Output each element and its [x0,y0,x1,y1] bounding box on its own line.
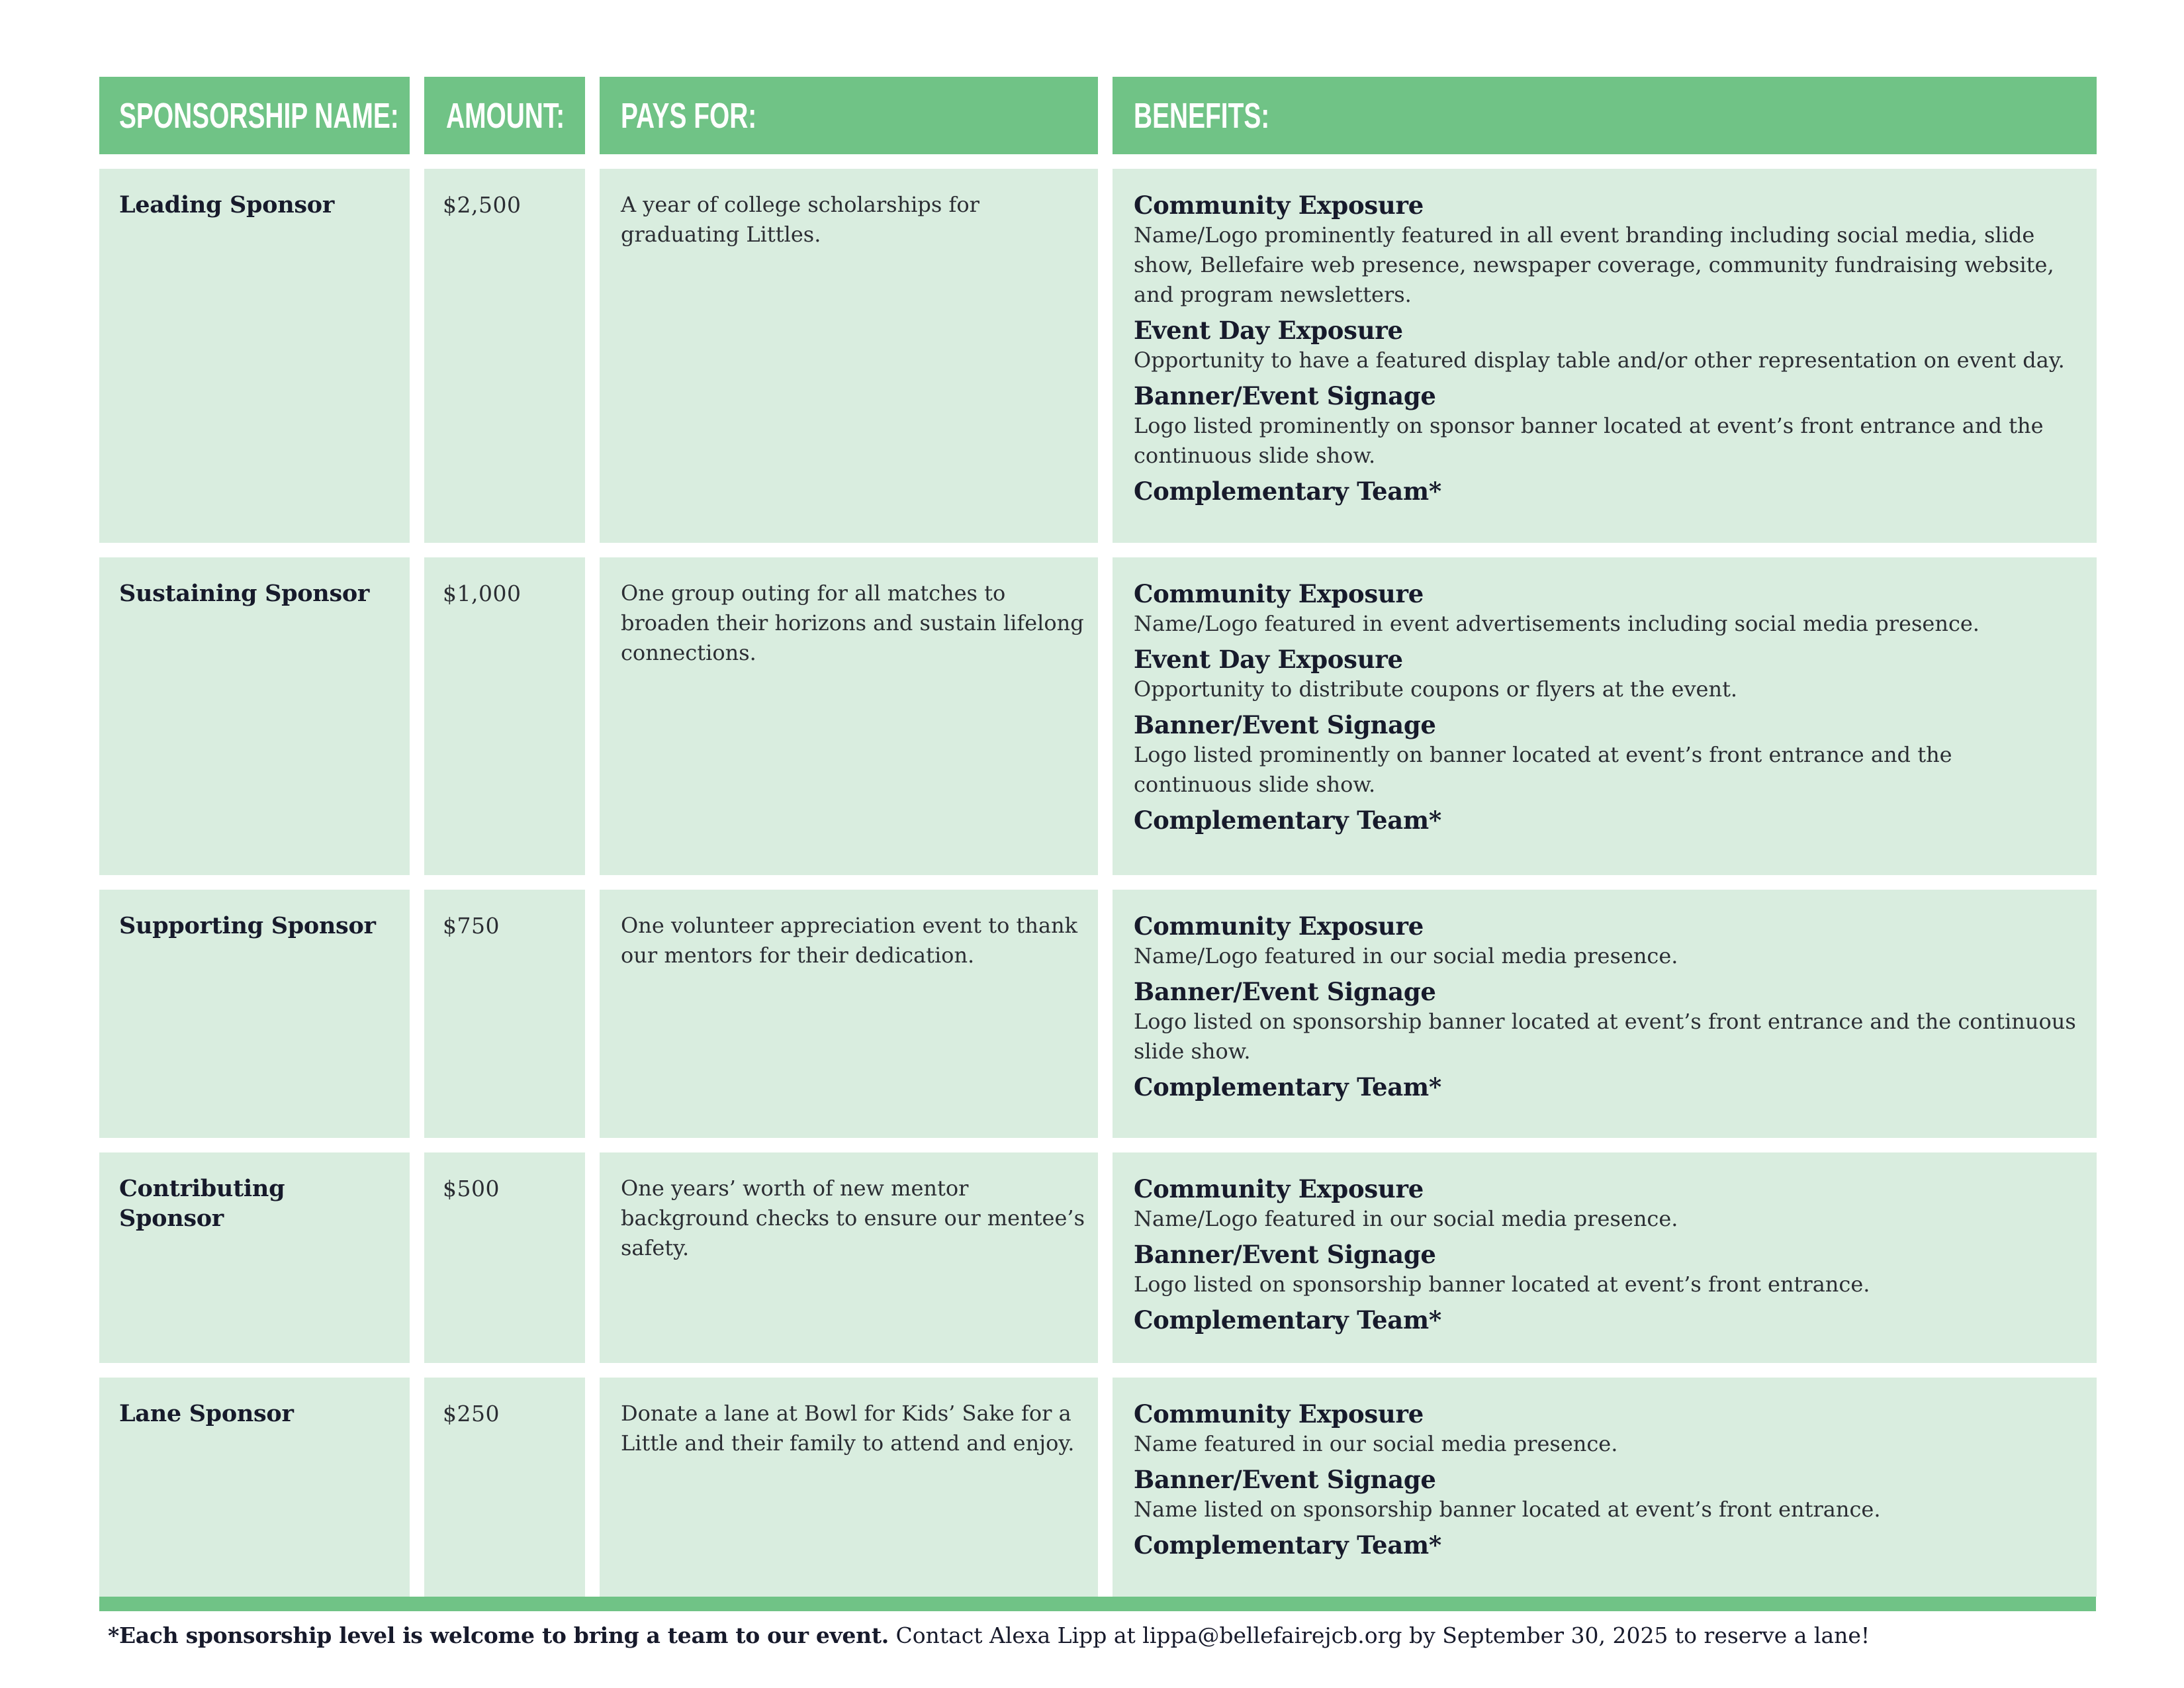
sponsor-name-cell: Sustaining Sponsor [99,557,410,875]
sponsor-name-cell: Supporting Sponsor [99,890,410,1138]
benefit-description: Name featured in our social media presence. [1134,1431,1618,1456]
benefit-title: Community Exposure [1134,1399,1424,1429]
benefit-description: Name listed on sponsorship banner located at event’s front entrance. [1134,1497,1881,1522]
footer-divider-bar [99,1597,2096,1611]
benefits-cell [1113,1152,2097,1363]
footer-note-bold: *Each sponsorship level is welcome to bring a team to our event. [108,1622,889,1648]
benefit-description: Logo listed prominently on sponsor banner located at event’s front entrance and the continuous slide show. [1134,413,2044,468]
benefit-description: Logo listed on sponsorship banner located at event’s front entrance. [1134,1272,1870,1297]
header-sponsorship-name: SPONSORSHIP NAME: [99,77,410,154]
benefits-cell [1113,169,2097,543]
sponsor-amount-cell: $1,000 [424,557,585,875]
benefit-title: Community Exposure [1134,191,1424,220]
sponsor-amount-cell: $500 [424,1152,585,1363]
pays-for-cell: One group outing for all matches to broaden their horizons and sustain lifelong connections. [600,557,1098,875]
sponsor-name-cell: Contributing Sponsor [99,1152,410,1363]
sponsor-name-cell: Leading Sponsor [99,169,410,543]
sponsor-name-cell: Lane Sponsor [99,1378,410,1597]
sponsorship-sheet [99,77,2096,1651]
benefit-title: Banner/Event Signage [1134,710,1436,739]
benefit-title: Banner/Event Signage [1134,1240,1436,1269]
pays-for-cell: One years’ worth of new mentor background checks to ensure our mentee’s safety. [600,1152,1098,1363]
pays-for-cell: One volunteer appreciation event to thank our mentors for their dedication. [600,890,1098,1138]
sponsorship-table [99,77,2096,1611]
benefit-title: Community Exposure [1134,1174,1424,1203]
benefits-cell [1113,1378,2097,1597]
header-pays-for: PAYS FOR: [600,77,1098,154]
benefit-title: Complementary Team* [1134,477,1441,506]
benefit-title: Banner/Event Signage [1134,1465,1436,1494]
benefit-description: Logo listed prominently on banner located at event’s front entrance and the continuous slide show. [1134,742,1952,797]
benefit-description: Name/Logo prominently featured in all event branding including social media, slide show, Bellefaire web presence, newspaper coverage, community fundraising website, and program newsletters. [1134,222,2054,307]
benefit-title: Complementary Team* [1134,1072,1441,1102]
benefit-description: Name/Logo featured in our social media presence. [1134,1206,1678,1231]
benefit-description: Opportunity to have a featured display table and/or other representation on event day. [1134,348,2065,373]
footer-note-text: Contact Alexa Lipp at lippa@bellefairejcb.org by September 30, 2025 to reserve a lane! [888,1622,1870,1648]
benefit-title: Complementary Team* [1134,1305,1441,1335]
header-amount: AMOUNT: [424,77,585,154]
sponsorship-grid [99,77,2096,1597]
benefit-title: Complementary Team* [1134,1530,1441,1560]
benefit-title: Banner/Event Signage [1134,977,1436,1006]
benefit-title: Community Exposure [1134,579,1424,608]
pays-for-cell: A year of college scholarships for graduating Littles. [600,169,1098,543]
sponsor-amount-cell: $2,500 [424,169,585,543]
pays-for-cell: Donate a lane at Bowl for Kids’ Sake for a Little and their family to attend and enjoy. [600,1378,1098,1597]
benefit-description: Name/Logo featured in event advertisements including social media presence. [1134,611,1979,636]
benefit-title: Complementary Team* [1134,806,1441,835]
benefit-title: Event Day Exposure [1134,645,1403,674]
benefit-title: Community Exposure [1134,912,1424,941]
sponsor-amount-cell: $250 [424,1378,585,1597]
benefit-description: Name/Logo featured in our social media presence. [1134,943,1678,968]
benefit-description: Logo listed on sponsorship banner located at event’s front entrance and the continuous slide show. [1134,1009,2076,1064]
benefit-title: Banner/Event Signage [1134,381,1436,410]
benefits-cell [1113,557,2097,875]
sponsor-amount-cell: $750 [424,890,585,1138]
header-benefits: BENEFITS: [1113,77,2097,154]
footer-note [99,1620,2096,1651]
benefit-description: Opportunity to distribute coupons or flyers at the event. [1134,677,1738,702]
benefit-title: Event Day Exposure [1134,316,1403,345]
benefits-cell [1113,890,2097,1138]
